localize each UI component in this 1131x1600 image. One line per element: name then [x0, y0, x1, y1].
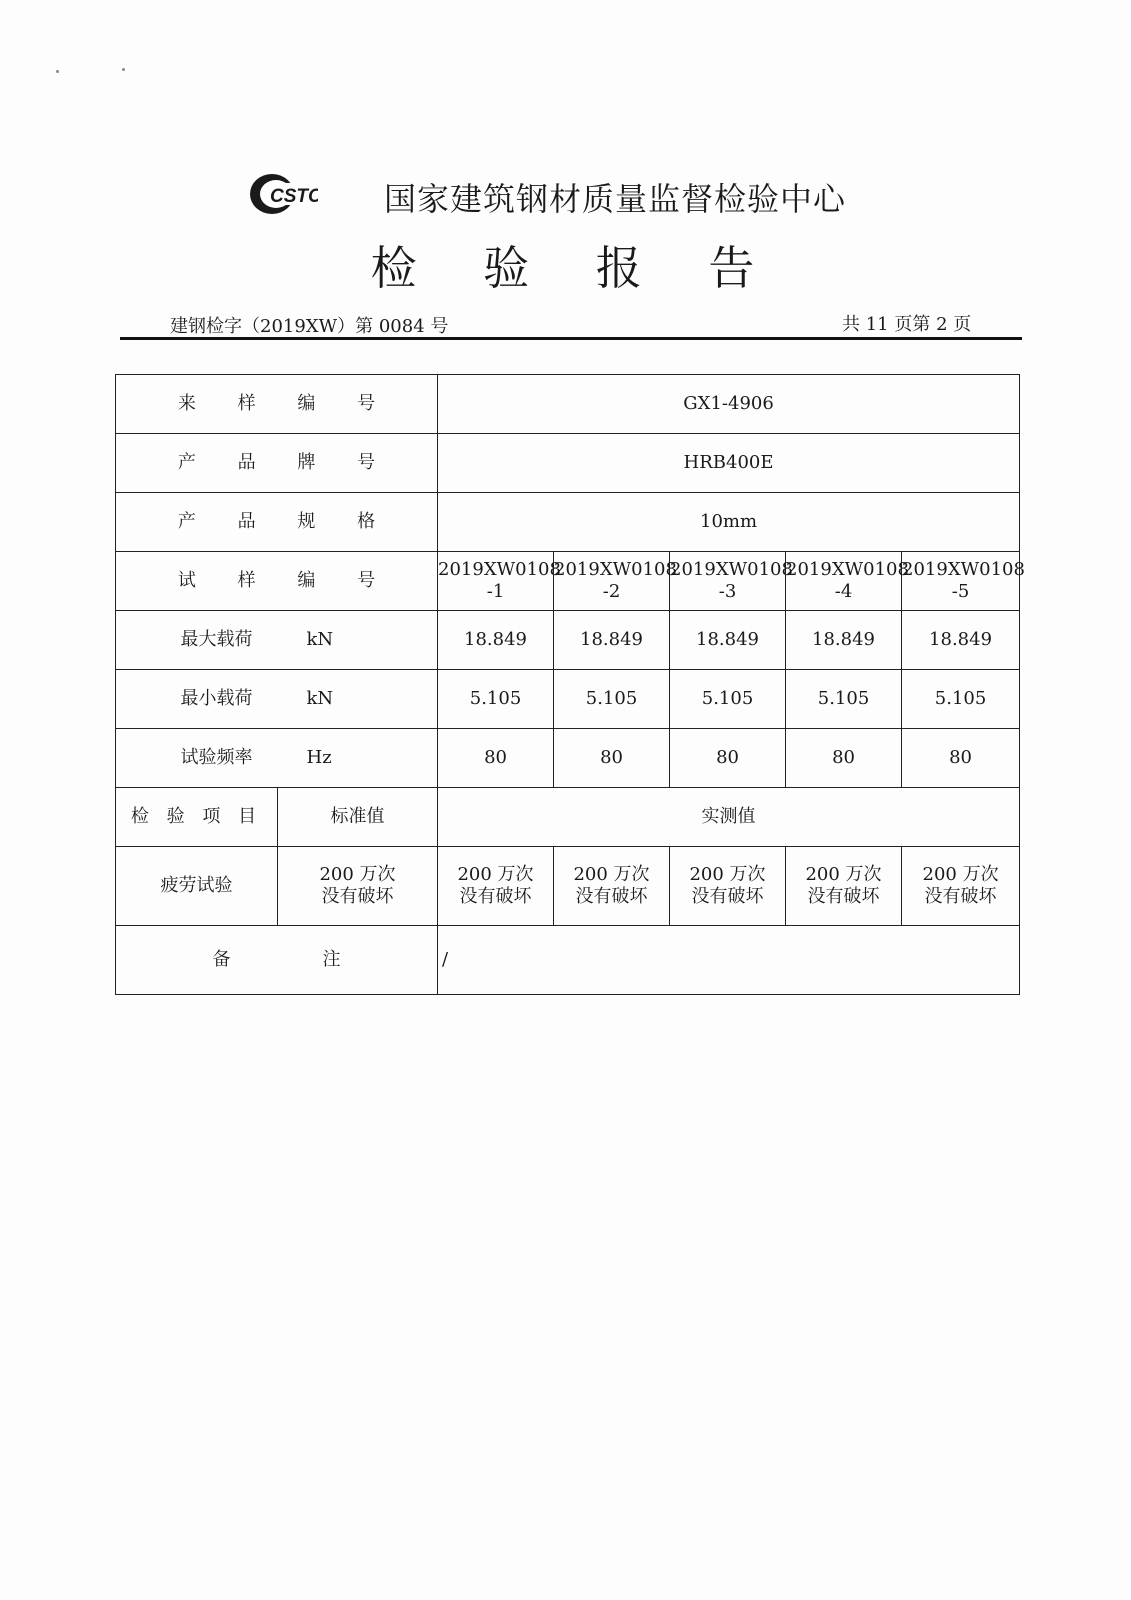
freq-value: 80 — [438, 729, 554, 788]
scan-speck — [56, 70, 59, 73]
specimen-no: 2019XW0108 -2 — [554, 552, 670, 611]
remarks-value: / — [438, 926, 1020, 995]
min-load-value: 5.105 — [786, 670, 902, 729]
min-load-value: 5.105 — [554, 670, 670, 729]
specimen-no: 2019XW0108 -5 — [902, 552, 1020, 611]
table-row — [116, 611, 1020, 670]
max-load-value: 18.849 — [902, 611, 1020, 670]
sample-no-label: 来 样 编 号 — [116, 375, 438, 434]
fatigue-value: 200 万次 没有破坏 — [554, 847, 670, 926]
max-load-value: 18.849 — [554, 611, 670, 670]
freq-value: 80 — [786, 729, 902, 788]
specimen-no: 2019XW0108 -1 — [438, 552, 554, 611]
freq-value: 80 — [554, 729, 670, 788]
table-row — [116, 434, 1020, 493]
svg-text:CSTC: CSTC — [270, 186, 318, 207]
max-load-value: 18.849 — [786, 611, 902, 670]
freq-value: 80 — [670, 729, 786, 788]
min-load-value: 5.105 — [438, 670, 554, 729]
fatigue-value: 200 万次 没有破坏 — [786, 847, 902, 926]
specimen-label: 试 样 编 号 — [116, 552, 438, 611]
remarks-label: 备 注 — [116, 926, 438, 995]
inspection-table — [115, 374, 1025, 995]
fatigue-value: 200 万次 没有破坏 — [902, 847, 1020, 926]
item-label: 检 验 项 目 — [116, 788, 278, 847]
fatigue-standard: 200 万次 没有破坏 — [278, 847, 438, 926]
table-row — [116, 926, 1020, 995]
grade-label: 产 品 牌 号 — [116, 434, 438, 493]
sample-no-value: GX1-4906 — [438, 375, 1020, 434]
spec-label: 产 品 规 格 — [116, 493, 438, 552]
max-load-value: 18.849 — [438, 611, 554, 670]
specimen-no: 2019XW0108 -4 — [786, 552, 902, 611]
table-row — [116, 788, 1020, 847]
table-row — [116, 670, 1020, 729]
freq-value: 80 — [902, 729, 1020, 788]
table-row — [116, 729, 1020, 788]
spec-value: 10mm — [438, 493, 1020, 552]
cstc-logo — [248, 172, 318, 216]
table-row — [116, 375, 1020, 434]
standard-label: 标准值 — [278, 788, 438, 847]
table-row — [116, 552, 1020, 611]
table-row — [116, 493, 1020, 552]
document-title: 检 验 报 告 — [370, 241, 781, 295]
report-number: 建钢检字（2019XW）第 0084 号 — [170, 316, 449, 337]
fatigue-value: 200 万次 没有破坏 — [670, 847, 786, 926]
grade-value: HRB400E — [438, 434, 1020, 493]
page-count: 共 11 页第 2 页 — [842, 314, 972, 335]
freq-label: 试验频率 Hz — [116, 729, 438, 788]
organization-name: 国家建筑钢材质量监督检验中心 — [384, 180, 847, 218]
min-load-label: 最小载荷 kN — [116, 670, 438, 729]
header-rule — [120, 337, 1022, 340]
max-load-label: 最大载荷 kN — [116, 611, 438, 670]
scan-speck — [122, 68, 125, 71]
measured-label: 实测值 — [438, 788, 1020, 847]
min-load-value: 5.105 — [902, 670, 1020, 729]
fatigue-value: 200 万次 没有破坏 — [438, 847, 554, 926]
max-load-value: 18.849 — [670, 611, 786, 670]
fatigue-label: 疲劳试验 — [116, 847, 278, 926]
table-row — [116, 847, 1020, 926]
min-load-value: 5.105 — [670, 670, 786, 729]
specimen-no: 2019XW0108 -3 — [670, 552, 786, 611]
